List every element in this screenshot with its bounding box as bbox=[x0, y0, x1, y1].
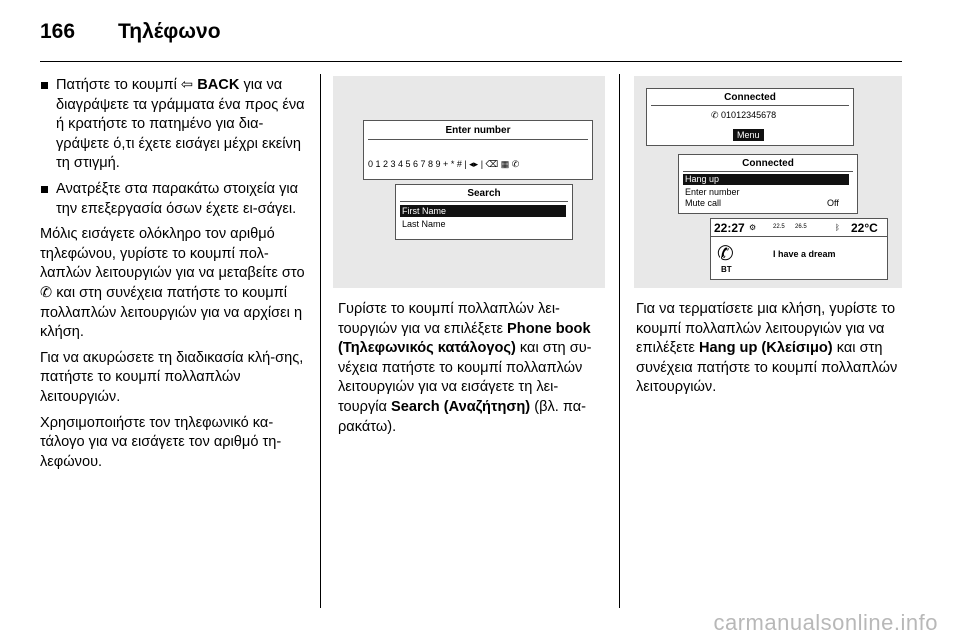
phone-icon: ✆ bbox=[711, 110, 722, 120]
column-3-text bbox=[636, 300, 904, 404]
screen-enter-number bbox=[363, 120, 593, 180]
menu-item-enter-number: Enter number bbox=[685, 187, 740, 197]
bullet-square bbox=[41, 186, 48, 193]
screen-title: Connected bbox=[742, 158, 794, 169]
menu-button: Menu bbox=[733, 129, 764, 141]
clock-time: 22:27 bbox=[714, 221, 745, 235]
screen-connected-1 bbox=[646, 88, 854, 146]
screen-divider bbox=[368, 139, 588, 140]
back-arrow-icon: ⇦ bbox=[180, 77, 194, 93]
page-title: Τηλέφωνο bbox=[118, 20, 221, 43]
connected-number: ✆ 01012345678 bbox=[711, 110, 777, 120]
temperature: 22°C bbox=[851, 221, 878, 235]
paragraph-cancel: Για να ακυρώσετε τη διαδικασία κλή-σης, πατήστε το κουμπί πολλαπλών λειτουργιών. bbox=[40, 349, 304, 405]
settings-icon: ⚙ bbox=[749, 223, 757, 232]
menu-item-hang-up: Hang up bbox=[683, 174, 849, 185]
figure-hangup-screens bbox=[634, 76, 902, 288]
page-number: 166 bbox=[40, 20, 76, 43]
bt-label: BT bbox=[721, 265, 732, 274]
phone-icon: ✆ bbox=[40, 284, 53, 301]
menu-item-mute-call: Mute call bbox=[685, 198, 722, 208]
screen-search bbox=[395, 184, 573, 240]
paragraph-hangup: Για να τερματίσετε μια κλήση, γυρίστε το κουμπί πολλαπλών λειτουργιών για να επιλέξετε Hang up (Κλείσιμο) και στη συνέχεια πατήστε το κουμπί πολλαπλών λειτουργιών. bbox=[636, 301, 898, 396]
screen-divider bbox=[683, 171, 853, 172]
header-rule bbox=[40, 61, 902, 62]
mute-value: Off bbox=[827, 198, 839, 208]
small-value-2: 26.5 bbox=[795, 224, 807, 230]
screen-title: Search bbox=[467, 188, 501, 199]
column-1 bbox=[40, 76, 308, 478]
song-title: I have a dream bbox=[773, 249, 836, 259]
watermark: carmanualsonline.info bbox=[713, 610, 938, 635]
paragraph-search: Γυρίστε το κουμπί πολλαπλών λει-τουργιών για να επιλέξετε Phone book (Τηλεφωνικός κατάλογος) και στη συ-νέχεια πατήστε το κουμπί πολλαπλών λειτουργιών για να εισάγετε τη λει-τουργία Search (Αναζήτηση) (βλ. πα-ρακάτω). bbox=[338, 301, 592, 435]
screen-now-playing bbox=[710, 218, 888, 280]
screen-connected-2 bbox=[678, 154, 858, 214]
column-divider-2 bbox=[619, 74, 620, 608]
handset-icon: ✆ bbox=[717, 243, 734, 265]
bullet-square bbox=[41, 82, 48, 89]
bullet-back: Πατήστε το κουμπί ⇦ BACK για να διαγράψετε τα γράμματα ένα προς ένα ή κρατήστε το πατημένο για δια-γράψετε ό,τι έχετε εισάγει μέχρι εκείνη τη στιγμή. bbox=[40, 76, 308, 174]
menu-item-first-name: First Name bbox=[400, 205, 566, 217]
screen-title: Enter number bbox=[445, 125, 511, 136]
small-value-1: 22.5 bbox=[773, 224, 785, 230]
paragraph-dial: Μόλις εισάγετε ολόκληρο τον αριθμό τηλεφώνου, γυρίστε το κουμπί πολ-λαπλών λειτουργιών για να μεταβείτε στο ✆ και στη συνέχεια πατήστε το κουμπί πολλαπλών λειτουργιών για να αρχίσει η κλήση. bbox=[40, 226, 305, 341]
menu-item-last-name: Last Name bbox=[402, 219, 446, 229]
bullet-edit: Ανατρέξτε στα παρακάτω στοιχεία για την επεξεργασία όσων έχετε ει-σάγει. bbox=[40, 180, 308, 219]
screen-divider bbox=[711, 236, 887, 237]
digit-row: 0 1 2 3 4 5 6 7 8 9 + * # | ◂▸ | ⌫ ▦ ✆ bbox=[368, 159, 520, 169]
bluetooth-icon: ᛒ bbox=[835, 223, 840, 232]
paragraph-phonebook: Χρησιμοποιήστε τον τηλεφωνικό κα-τάλογο για να εισάγετε τον αριθμό τη-λεφώνου. bbox=[40, 414, 282, 470]
screen-divider bbox=[400, 201, 568, 202]
column-divider-1 bbox=[320, 74, 321, 608]
screen-divider bbox=[651, 105, 849, 106]
figure-search-screens bbox=[333, 76, 605, 288]
screen-title: Connected bbox=[724, 92, 776, 103]
column-2-text bbox=[338, 300, 606, 443]
